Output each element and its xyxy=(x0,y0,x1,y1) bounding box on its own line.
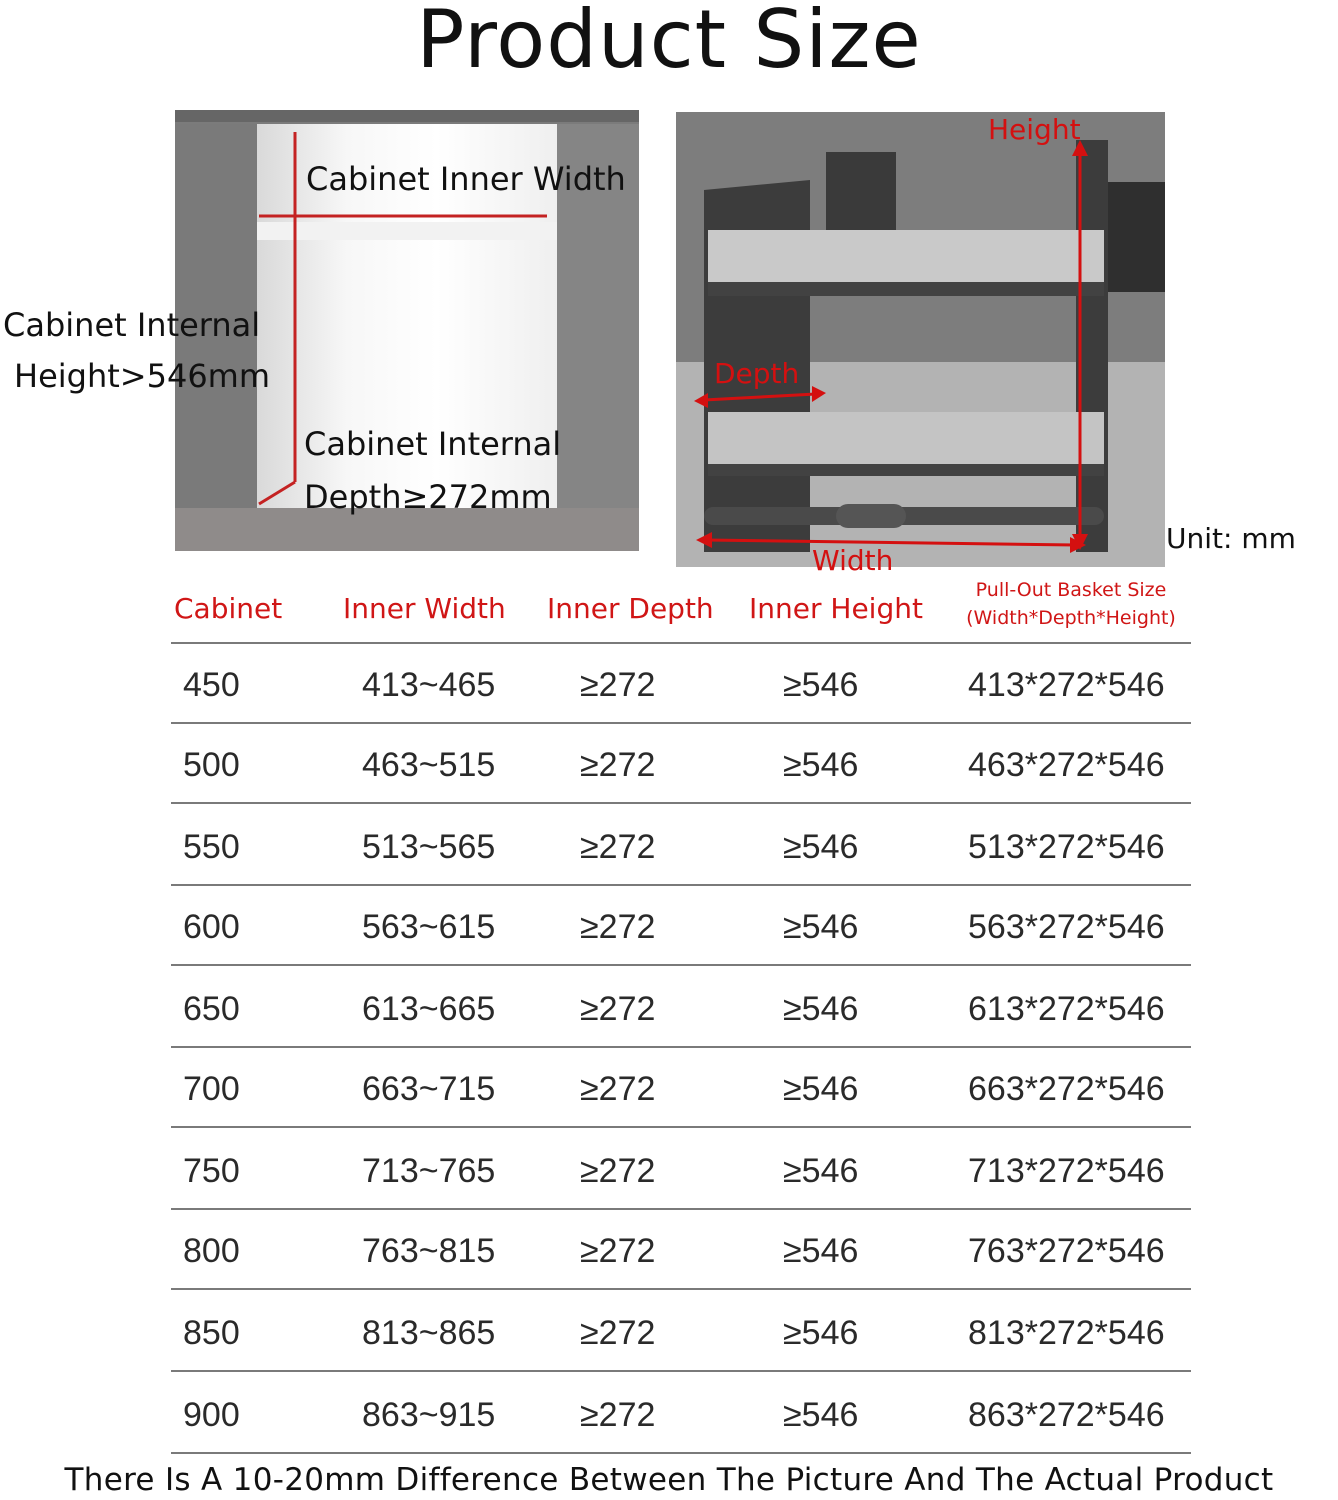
col-header-basket-size-line1: Pull-Out Basket Size xyxy=(975,579,1167,601)
cell-inner-depth: ≥272 xyxy=(580,666,656,704)
cabinet-internal-height-label-line1: Cabinet Internal xyxy=(3,306,261,344)
cell-basket-size: 813*272*546 xyxy=(968,1314,1165,1352)
cell-inner-depth: ≥272 xyxy=(580,828,656,866)
page-title: Product Size xyxy=(416,0,922,86)
cell-inner-height: ≥546 xyxy=(783,828,859,866)
table-row xyxy=(0,1374,1338,1454)
col-header-basket-size-line2: (Width*Depth*Height) xyxy=(966,607,1176,629)
cell-basket-size: 713*272*546 xyxy=(968,1152,1165,1190)
cell-inner-height: ≥546 xyxy=(783,990,859,1028)
cell-cabinet: 750 xyxy=(183,1152,240,1190)
cell-inner-width: 413~465 xyxy=(362,666,496,704)
cell-inner-depth: ≥272 xyxy=(580,1070,656,1108)
table-row xyxy=(0,1292,1338,1372)
table-row-rule xyxy=(171,1288,1191,1290)
cell-inner-depth: ≥272 xyxy=(580,746,656,784)
table-row xyxy=(0,1210,1338,1290)
cell-cabinet: 900 xyxy=(183,1396,240,1434)
cell-basket-size: 513*272*546 xyxy=(968,828,1165,866)
cell-inner-width: 813~865 xyxy=(362,1314,496,1352)
cabinet-internal-height-label-line2: Height>546mm xyxy=(14,357,271,395)
col-header-basket-size xyxy=(958,576,1184,632)
table-row xyxy=(0,724,1338,804)
cell-inner-depth: ≥272 xyxy=(580,1152,656,1190)
cell-basket-size: 463*272*546 xyxy=(968,746,1165,784)
cell-basket-size: 663*272*546 xyxy=(968,1070,1165,1108)
table-row xyxy=(0,644,1338,724)
basket-illustration xyxy=(676,112,1165,567)
cell-cabinet: 700 xyxy=(183,1070,240,1108)
basket-depth-label: Depth xyxy=(714,357,800,390)
cell-basket-size: 863*272*546 xyxy=(968,1396,1165,1434)
cell-inner-width: 763~815 xyxy=(362,1232,496,1270)
cell-inner-height: ≥546 xyxy=(783,1232,859,1270)
cell-inner-height: ≥546 xyxy=(783,1314,859,1352)
cell-inner-width: 663~715 xyxy=(362,1070,496,1108)
table-row-rule xyxy=(171,1452,1191,1454)
cell-cabinet: 850 xyxy=(183,1314,240,1352)
table-row-rule xyxy=(171,1370,1191,1372)
table-row-rule xyxy=(171,964,1191,966)
basket-height-label: Height xyxy=(988,113,1081,146)
cell-inner-width: 563~615 xyxy=(362,908,496,946)
col-header-inner-depth: Inner Depth xyxy=(547,592,714,625)
cell-basket-size: 413*272*546 xyxy=(968,666,1165,704)
cell-inner-width: 613~665 xyxy=(362,990,496,1028)
cell-basket-size: 563*272*546 xyxy=(968,908,1165,946)
cell-inner-depth: ≥272 xyxy=(580,908,656,946)
col-header-cabinet: Cabinet xyxy=(174,592,283,625)
cell-cabinet: 550 xyxy=(183,828,240,866)
cell-cabinet: 500 xyxy=(183,746,240,784)
cell-basket-size: 613*272*546 xyxy=(968,990,1165,1028)
table-row xyxy=(0,886,1338,966)
cell-cabinet: 800 xyxy=(183,1232,240,1270)
cabinet-inner-width-label: Cabinet Inner Width xyxy=(306,160,626,198)
cell-inner-depth: ≥272 xyxy=(580,1396,656,1434)
unit-label: Unit: mm xyxy=(1166,522,1296,555)
cabinet-internal-depth-label-line2: Depth≥272mm xyxy=(304,478,552,516)
table-row-rule xyxy=(171,1126,1191,1128)
table-row xyxy=(0,968,1338,1048)
cell-inner-height: ≥546 xyxy=(783,1152,859,1190)
cell-inner-width: 463~515 xyxy=(362,746,496,784)
basket-width-label: Width xyxy=(812,544,894,577)
cell-inner-width: 863~915 xyxy=(362,1396,496,1434)
table-row xyxy=(0,806,1338,886)
cell-inner-depth: ≥272 xyxy=(580,1232,656,1270)
cell-inner-height: ≥546 xyxy=(783,746,859,784)
cell-inner-depth: ≥272 xyxy=(580,1314,656,1352)
cell-inner-height: ≥546 xyxy=(783,1070,859,1108)
cell-inner-width: 713~765 xyxy=(362,1152,496,1190)
table-row xyxy=(0,1048,1338,1128)
cell-inner-width: 513~565 xyxy=(362,828,496,866)
cell-inner-height: ≥546 xyxy=(783,1396,859,1434)
col-header-inner-height: Inner Height xyxy=(749,592,923,625)
basket-photo xyxy=(676,112,1165,567)
cabinet-internal-depth-label-line1: Cabinet Internal xyxy=(304,425,562,463)
cell-inner-depth: ≥272 xyxy=(580,990,656,1028)
cell-cabinet: 600 xyxy=(183,908,240,946)
cell-inner-height: ≥546 xyxy=(783,666,859,704)
cell-basket-size: 763*272*546 xyxy=(968,1232,1165,1270)
disclaimer-footer: There Is A 10-20mm Difference Between The Picture And The Actual Product xyxy=(64,1462,1274,1498)
col-header-inner-width: Inner Width xyxy=(343,592,506,625)
cell-cabinet: 650 xyxy=(183,990,240,1028)
cell-inner-height: ≥546 xyxy=(783,908,859,946)
table-row-rule xyxy=(171,802,1191,804)
table-row xyxy=(0,1130,1338,1210)
cell-cabinet: 450 xyxy=(183,666,240,704)
